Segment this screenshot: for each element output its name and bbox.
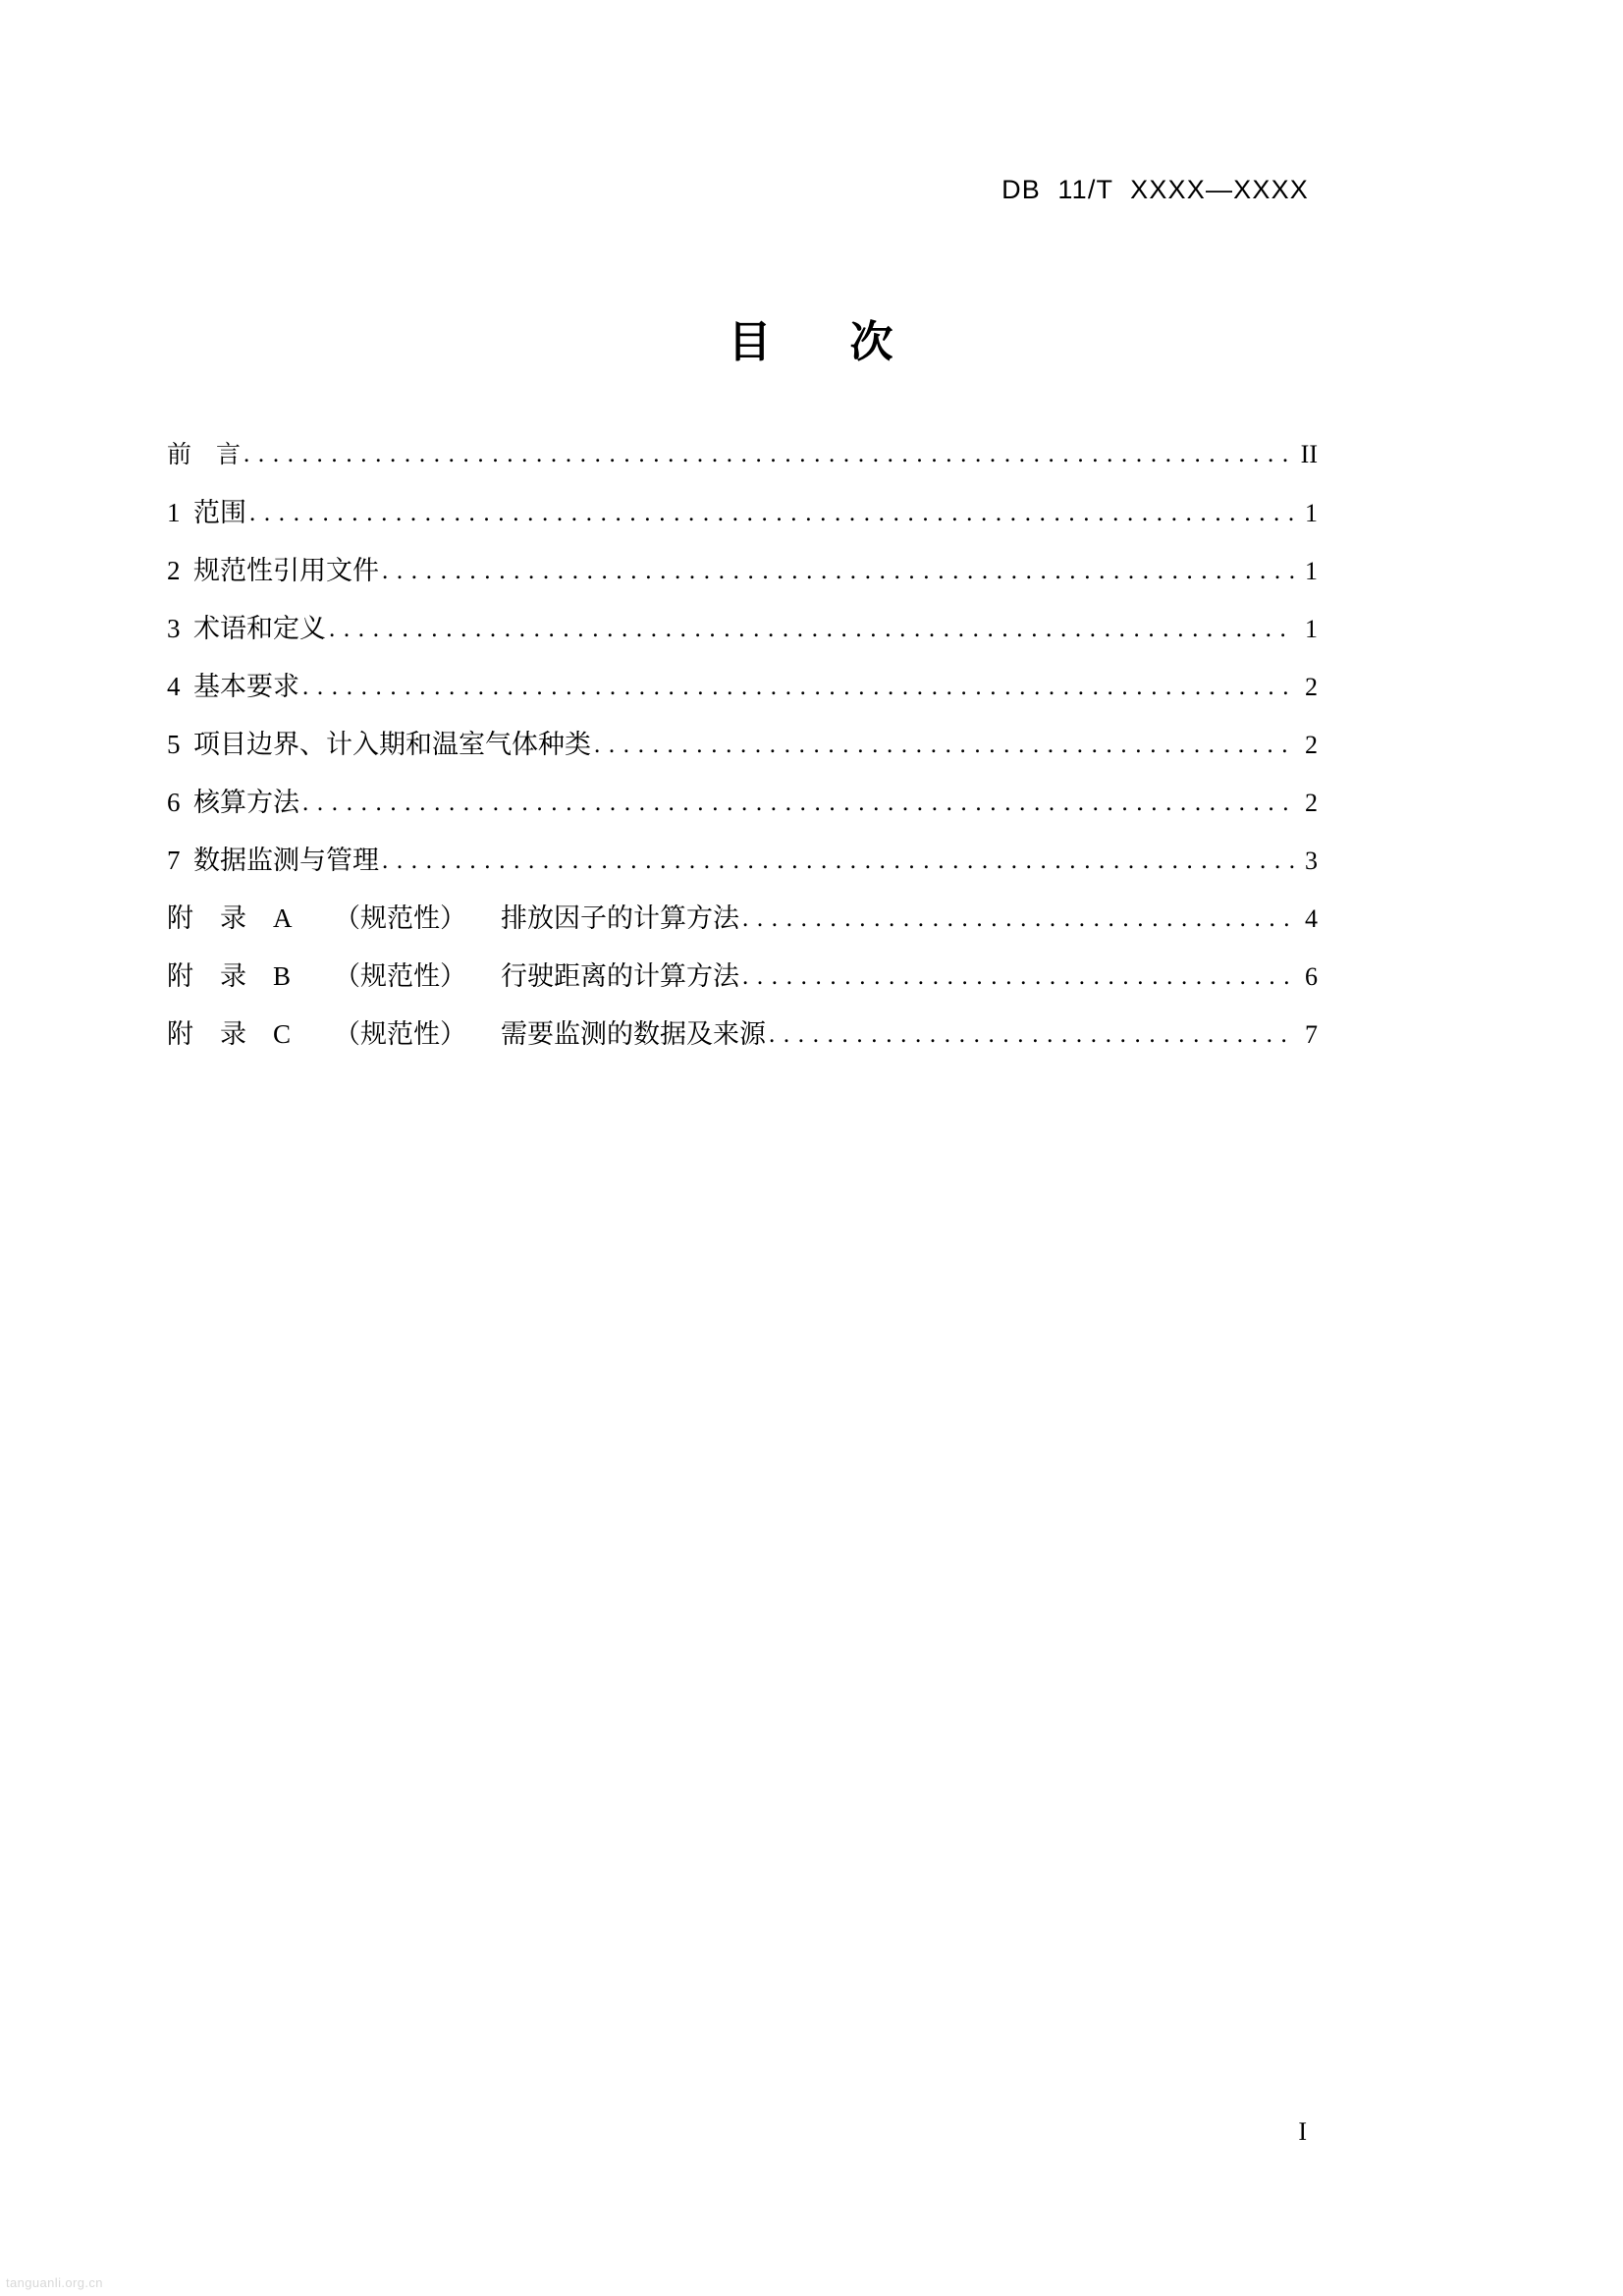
toc-appendix-name: 附 录 B [167, 961, 292, 991]
toc-entry-label: 3 术语和定义 [167, 614, 326, 643]
source-watermark: tanguanli.org.cn [6, 2275, 103, 2290]
toc-entry-label: 2 规范性引用文件 [167, 556, 379, 585]
toc-appendix-kind: （规范性） [334, 1019, 466, 1049]
toc-entry-label: 前 言 [167, 442, 242, 468]
toc-entry-page: 7 [1305, 1020, 1318, 1049]
toc-appendix-name: 附 录 A [167, 903, 293, 933]
toc-entry-label: 4 基本要求 [167, 672, 299, 701]
dot-leader [243, 443, 1294, 467]
toc-appendix-title: 需要监测的数据及来源 [501, 1019, 766, 1049]
table-of-contents [167, 424, 1318, 1063]
toc-entry-clause-6[interactable] [167, 773, 1318, 816]
toc-entry-page: 6 [1305, 962, 1318, 991]
toc-entry-page: 2 [1305, 789, 1318, 817]
toc-entry-page: 4 [1305, 904, 1318, 933]
toc-entry-page: 1 [1305, 499, 1318, 527]
toc-entry-clause-4[interactable] [167, 657, 1318, 700]
toc-appendix-name: 附 录 C [167, 1019, 292, 1049]
toc-appendix-title: 行驶距离的计算方法 [501, 961, 739, 991]
toc-entry-clause-7[interactable] [167, 831, 1318, 874]
dot-leader [742, 905, 1294, 932]
dot-leader [329, 616, 1294, 642]
toc-entry-clause-2[interactable] [167, 541, 1318, 584]
toc-entry-clause-1[interactable] [167, 483, 1318, 526]
toc-entry-appendix-b[interactable] [167, 947, 1318, 990]
dot-leader [742, 963, 1294, 990]
toc-entry-label: 1 范围 [167, 498, 246, 527]
toc-entry-label: 7 数据监测与管理 [167, 846, 379, 875]
dot-leader [382, 847, 1294, 874]
toc-appendix-title: 排放因子的计算方法 [501, 903, 739, 933]
toc-appendix-kind: （规范性） [334, 903, 466, 933]
toc-entry-appendix-a[interactable] [167, 889, 1318, 932]
toc-appendix-kind: （规范性） [334, 961, 466, 991]
dot-leader [302, 674, 1294, 700]
toc-entry-page: 1 [1305, 557, 1318, 585]
standard-number-header: DB 11/T XXXX—XXXX [1001, 175, 1309, 204]
toc-entry-page: 2 [1305, 731, 1318, 759]
dot-leader [249, 500, 1294, 526]
dot-leader [302, 790, 1294, 816]
toc-entry-page: 2 [1305, 673, 1318, 701]
toc-entry-foreword[interactable] [167, 424, 1318, 467]
dot-leader [594, 732, 1294, 758]
dot-leader [769, 1021, 1294, 1048]
page-title: 目 次 [728, 318, 895, 366]
toc-entry-page: 3 [1305, 847, 1318, 875]
toc-entry-label: 6 核算方法 [167, 788, 299, 817]
toc-entry-page: 1 [1305, 615, 1318, 643]
toc-entry-page: II [1300, 440, 1318, 468]
toc-entry-clause-3[interactable] [167, 599, 1318, 642]
page-folio: I [1298, 2117, 1307, 2146]
toc-entry-label: 5 项目边界、计入期和温室气体种类 [167, 730, 591, 759]
toc-entry-appendix-c[interactable] [167, 1005, 1318, 1048]
toc-entry-clause-5[interactable] [167, 715, 1318, 758]
dot-leader [382, 558, 1294, 584]
